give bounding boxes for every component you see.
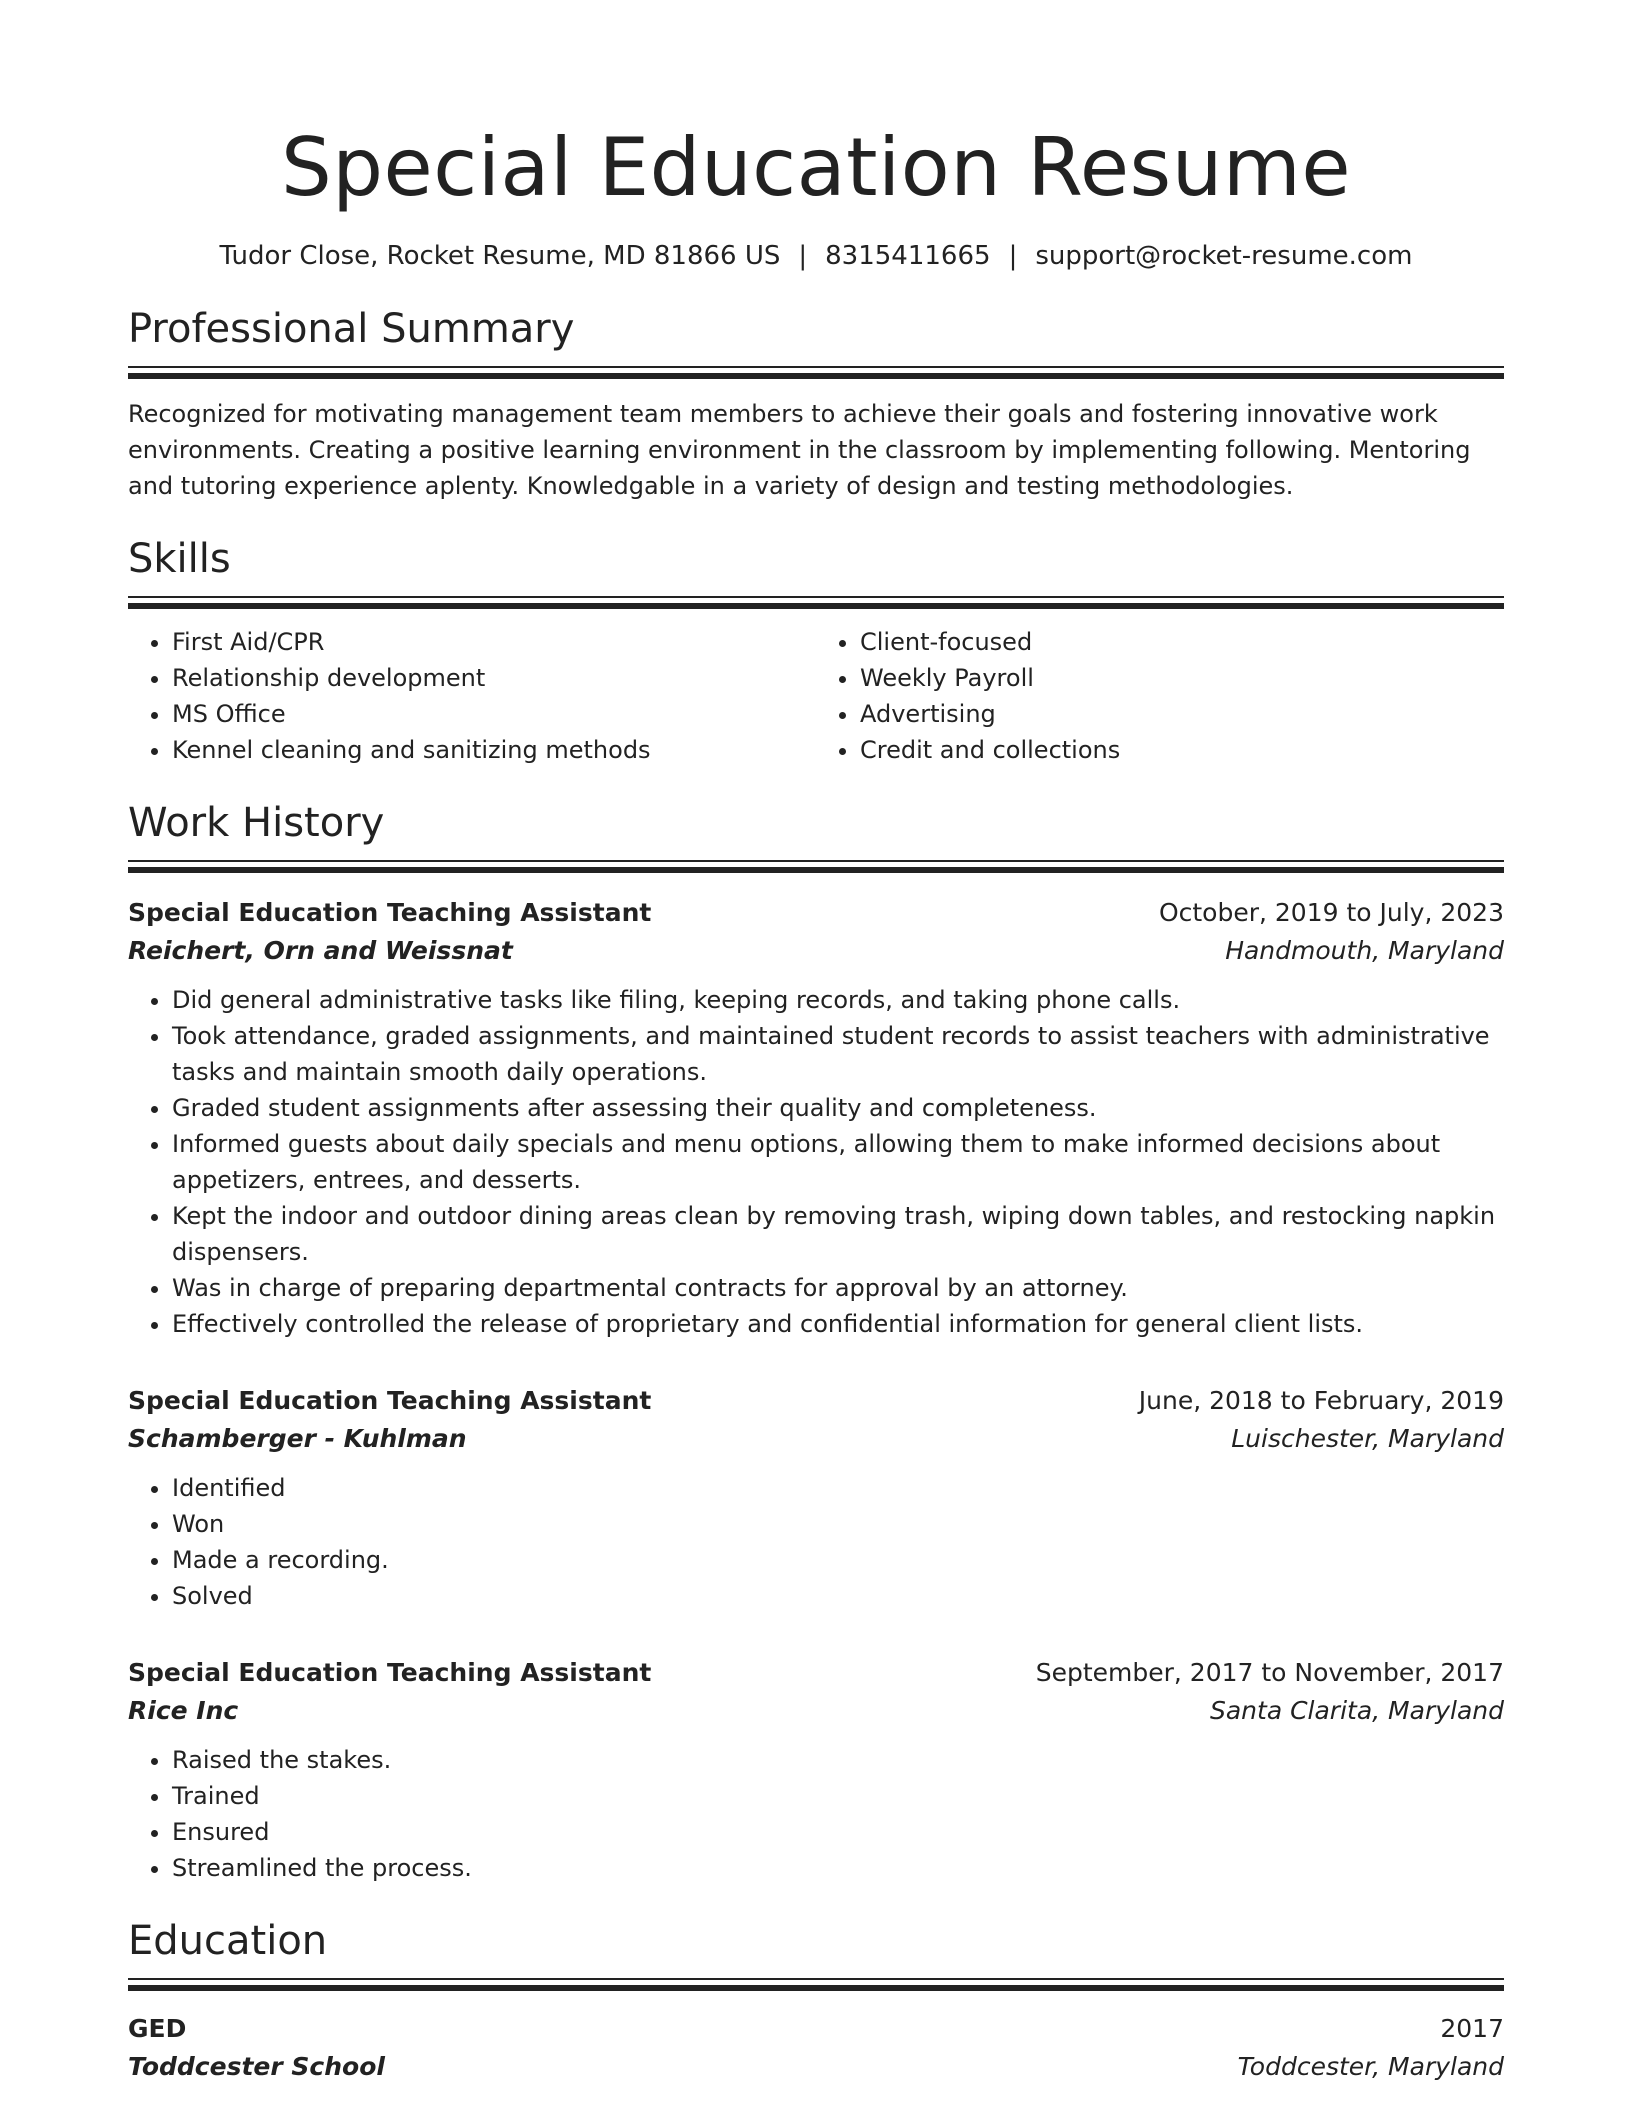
job-bullets	[128, 1470, 1504, 1614]
skill-item: • Weekly Payroll	[860, 660, 1504, 696]
job-location: Santa Clarita, Maryland	[1209, 1696, 1504, 1725]
contact-email: support@rocket-resume.com	[1035, 241, 1413, 271]
summary-section	[128, 304, 1504, 504]
skill-item: • Advertising	[860, 696, 1504, 732]
job-bullet: • Streamlined the process.	[172, 1850, 1504, 1886]
job-bullet: • Took attendance, graded assignments, and maintained student records to assist teachers with administrative tasks and maintain smooth daily operations.	[172, 1018, 1504, 1090]
education-year: 2017	[1440, 2014, 1504, 2043]
job-company: Rice Inc	[128, 1696, 239, 1725]
education-degree: GED	[128, 2014, 187, 2043]
skill-item: • Client-focused	[860, 624, 1504, 660]
section-rule	[128, 596, 1504, 610]
skill-item: • Kennel cleaning and sanitizing methods	[172, 732, 816, 768]
section-heading-education: Education	[128, 1918, 328, 1964]
contact-separator: |	[798, 241, 808, 271]
section-rule	[128, 1978, 1504, 1992]
education-entry	[128, 2010, 1504, 2086]
contact-line	[128, 238, 1504, 274]
job-bullet: • Trained	[172, 1778, 1504, 1814]
job-company: Reichert, Orn and Weissnat	[128, 936, 513, 965]
skills-columns	[128, 624, 1504, 768]
job-bullet: • Informed guests about daily specials and menu options, allowing them to make informed decisions about appetizers, entrees, and desserts.	[172, 1126, 1504, 1198]
skill-item: • Credit and collections	[860, 732, 1504, 768]
skill-item: • First Aid/CPR	[172, 624, 816, 660]
job-location: Handmouth, Maryland	[1225, 936, 1504, 965]
skill-item: • Relationship development	[172, 660, 816, 696]
contact-separator: |	[1008, 241, 1018, 271]
skills-section	[128, 534, 1504, 768]
job-bullets	[128, 982, 1504, 1342]
job-bullet: • Identified	[172, 1470, 1504, 1506]
section-heading-work: Work History	[128, 800, 385, 846]
job-bullet: • Did general administrative tasks like filing, keeping records, and taking phone calls.	[172, 982, 1504, 1018]
job-dates: June, 2018 to February, 2019	[1138, 1386, 1504, 1415]
section-heading-skills: Skills	[128, 536, 231, 582]
job-entry	[128, 1654, 1504, 1886]
job-dates: October, 2019 to July, 2023	[1158, 898, 1504, 927]
education-school: Toddcester School	[128, 2052, 385, 2081]
job-title: Special Education Teaching Assistant	[128, 1658, 652, 1687]
skills-list-left	[128, 624, 816, 768]
resume-title: Special Education Resume	[280, 121, 1352, 214]
job-bullet: • Won	[172, 1506, 1504, 1542]
skill-item: • MS Office	[172, 696, 816, 732]
job-bullet: • Made a recording.	[172, 1542, 1504, 1578]
section-rule	[128, 366, 1504, 380]
job-bullet: • Solved	[172, 1578, 1504, 1614]
contact-phone: 8315411665	[825, 241, 991, 271]
job-dates: September, 2017 to November, 2017	[1035, 1658, 1504, 1687]
job-bullet: • Effectively controlled the release of proprietary and confidential information for general client lists.	[172, 1306, 1504, 1342]
job-entry	[128, 1382, 1504, 1614]
job-bullet: • Kept the indoor and outdoor dining areas clean by removing trash, wiping down tables, and restocking napkin dispensers.	[172, 1198, 1504, 1270]
job-bullets	[128, 1742, 1504, 1886]
job-title: Special Education Teaching Assistant	[128, 1386, 652, 1415]
job-bullet: • Ensured	[172, 1814, 1504, 1850]
job-bullet: • Was in charge of preparing departmental contracts for approval by an attorney.	[172, 1270, 1504, 1306]
job-bullet: • Graded student assignments after assessing their quality and completeness.	[172, 1090, 1504, 1126]
education-section	[128, 1916, 1504, 2086]
section-heading-summary: Professional Summary	[128, 306, 575, 352]
job-bullet: • Raised the stakes.	[172, 1742, 1504, 1778]
job-title: Special Education Teaching Assistant	[128, 898, 652, 927]
education-location: Toddcester, Maryland	[1237, 2052, 1504, 2081]
contact-address: Tudor Close, Rocket Resume, MD 81866 US	[219, 241, 781, 271]
job-company: Schamberger - Kuhlman	[128, 1424, 467, 1453]
job-location: Luischester, Maryland	[1231, 1424, 1504, 1453]
skills-list-right	[816, 624, 1504, 768]
work-section	[128, 798, 1504, 1886]
summary-text: Recognized for motivating management team members to achieve their goals and fostering innovative work environments. Creating a positive learning environment in the classroom by implementing following. Mentoring and tutoring experience aplenty. Knowledgable in a variety of design and testing methodologies.	[128, 400, 1471, 500]
section-rule	[128, 860, 1504, 874]
job-entry	[128, 894, 1504, 1342]
